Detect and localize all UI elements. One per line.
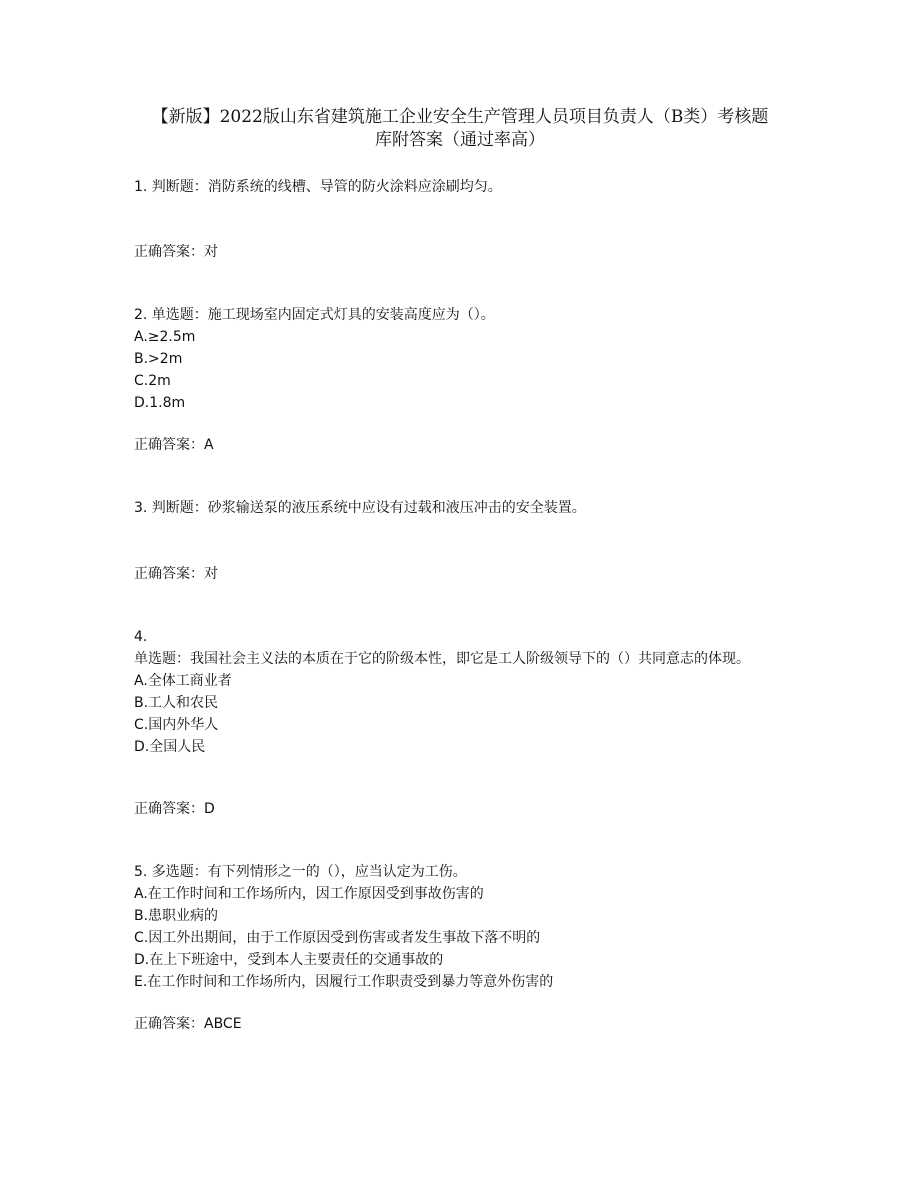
question-3-answer: 正确答案：对	[134, 566, 218, 582]
question-3	[134, 497, 794, 519]
question-4-option-b: B.工人和农民	[134, 695, 219, 711]
question-4-number: 4.	[134, 629, 148, 645]
question-2-option-b: B.>2m	[134, 351, 183, 367]
question-4-answer: 正确答案：D	[134, 801, 215, 817]
question-4	[134, 626, 794, 758]
question-2-option-c: C.2m	[134, 373, 171, 389]
document-title-line-2: 库附答案（通过率高）	[375, 130, 545, 150]
document-title	[110, 106, 810, 152]
question-4-option-c: C.国内外华人	[134, 717, 219, 733]
question-4-option-d: D.全国人民	[134, 739, 206, 755]
document-title-line-1: 【新版】2022版山东省建筑施工企业安全生产管理人员项目负责人（B类）考核题	[151, 107, 769, 127]
question-5-stem: 5. 多选题：有下列情形之一的（），应当认定为工伤。	[134, 864, 467, 880]
question-4-stem: 单选题：我国社会主义法的本质在于它的阶级本性，即它是工人阶级领导下的（）共同意志的体现。	[134, 651, 750, 667]
question-2-option-d: D.1.8m	[134, 395, 186, 411]
question-2-option-a: A.≥2.5m	[134, 329, 196, 345]
question-1	[134, 176, 794, 198]
question-5-option-a: A.在工作时间和工作场所内，因工作原因受到事故伤害的	[134, 886, 484, 902]
question-3-stem: 3. 判断题：砂浆输送泵的液压系统中应设有过载和液压冲击的安全装置。	[134, 500, 586, 516]
question-5-option-b: B.患职业病的	[134, 908, 219, 924]
question-4-option-a: A.全体工商业者	[134, 673, 232, 689]
question-5-option-e: E.在工作时间和工作场所内，因履行工作职责受到暴力等意外伤害的	[134, 974, 554, 990]
question-5-option-c: C.因工外出期间，由于工作原因受到伤害或者发生事故下落不明的	[134, 930, 541, 946]
question-5-answer: 正确答案：ABCE	[134, 1016, 242, 1032]
question-5-option-d: D.在上下班途中，受到本人主要责任的交通事故的	[134, 952, 444, 968]
question-2	[134, 304, 794, 414]
question-2-answer: 正确答案：A	[134, 437, 214, 453]
question-1-answer: 正确答案：对	[134, 244, 218, 260]
question-5	[134, 861, 794, 993]
question-2-stem: 2. 单选题：施工现场室内固定式灯具的安装高度应为（）。	[134, 307, 495, 323]
question-1-stem: 1. 判断题：消防系统的线槽、导管的防火涂料应涂刷均匀。	[134, 179, 502, 195]
